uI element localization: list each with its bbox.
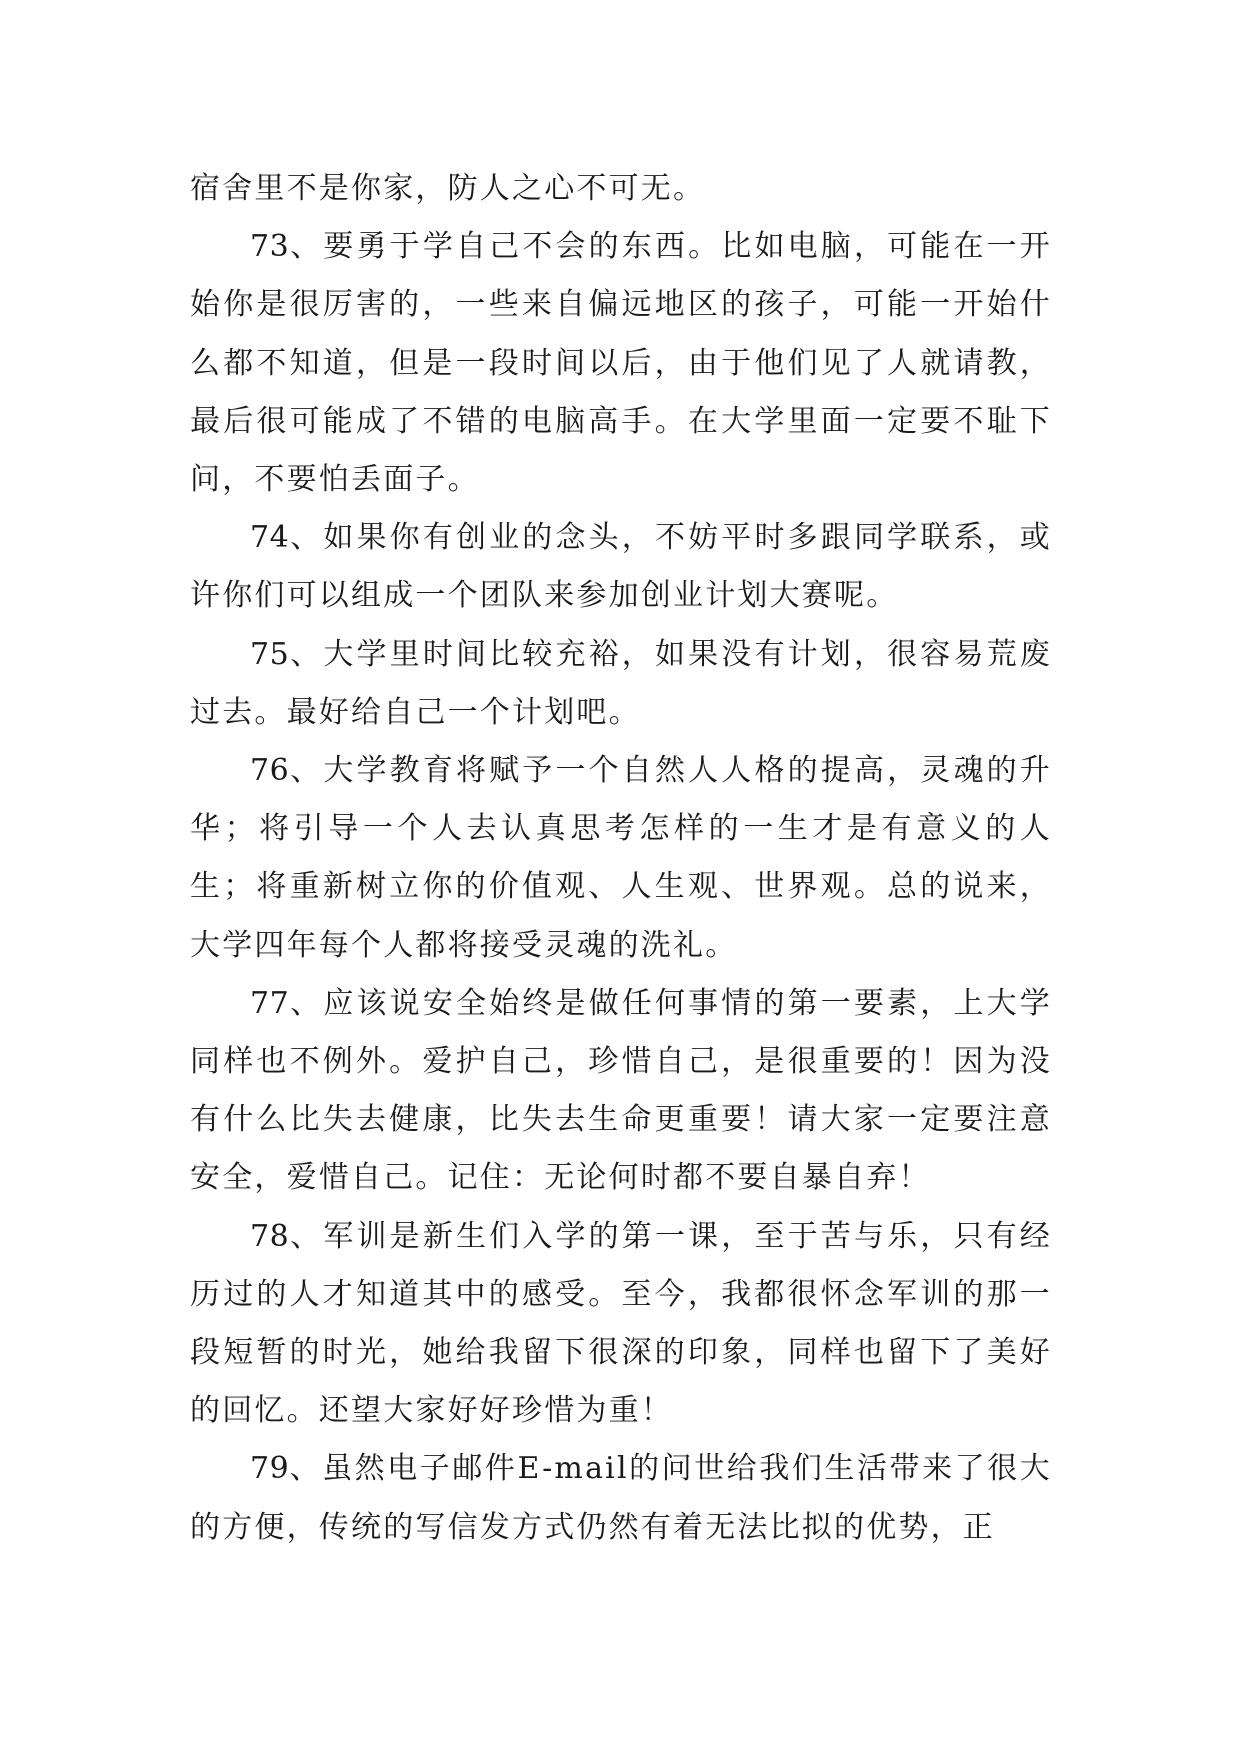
paragraph-text: 、大学里时间比较充裕，如果没有计划，很容易荒废过去。最好给自己一个计划吧。	[190, 636, 1052, 730]
paragraph-text: 、应该说安全始终是做任何事情的第一要素，上大学同样也不例外。爱护自己，珍惜自己，是很重要的！因为没有什么比失去健康，比失去生命更重要！请大家一定要注意安全，爱惜自己。记住：无论何时都不要自暴自弃！	[190, 985, 1052, 1196]
paragraph-number: 75	[250, 636, 290, 672]
paragraph-text: 、虽然电子邮件E-mail的问世给我们生活带来了很大的方便，传统的写信发方式仍然有着无法比拟的优势，正	[190, 1451, 1052, 1545]
paragraph-79	[190, 1440, 1052, 1556]
paragraph-text: 、要勇于学自己不会的东西。比如电脑，可能在一开始你是很厉害的，一些来自偏远地区的孩子，可能一开始什么都不知道，但是一段时间以后，由于他们见了人就请教，最后很可能成了不错的电脑高手。在大学里面一定要不耻下问，不要怕丢面子。	[190, 229, 1052, 498]
paragraph-73	[190, 218, 1052, 509]
paragraph-text: 、军训是新生们入学的第一课，至于苦与乐，只有经历过的人才知道其中的感受。至今，我都很怀念军训的那一段短暂的时光，她给我留下很深的印象，同样也留下了美好的回忆。还望大家好好珍惜为重！	[190, 1218, 1052, 1429]
paragraph-number: 78	[250, 1218, 290, 1254]
paragraph-77	[190, 975, 1052, 1208]
paragraph-number: 76	[250, 753, 290, 789]
paragraph-text: 宿舍里不是你家，防人之心不可无。	[190, 171, 706, 206]
paragraph-number: 77	[250, 985, 290, 1021]
paragraph-number: 73	[250, 229, 290, 265]
paragraph-74	[190, 509, 1052, 625]
paragraph-76	[190, 742, 1052, 975]
document-body	[190, 160, 1052, 1557]
paragraph-text: 、大学教育将赋予一个自然人人格的提高，灵魂的升华；将引导一个人去认真思考怎样的一生才是有意义的人生；将重新树立你的价值观、人生观、世界观。总的说来，大学四年每个人都将接受灵魂的洗礼。	[190, 753, 1052, 963]
paragraph-number: 74	[250, 520, 290, 556]
paragraph-continuation	[190, 160, 1052, 218]
paragraph-number: 79	[250, 1451, 290, 1487]
paragraph-78	[190, 1208, 1052, 1441]
paragraph-75	[190, 626, 1052, 742]
paragraph-text: 、如果你有创业的念头，不妨平时多跟同学联系，或许你们可以组成一个团队来参加创业计划大赛呢。	[190, 520, 1052, 614]
